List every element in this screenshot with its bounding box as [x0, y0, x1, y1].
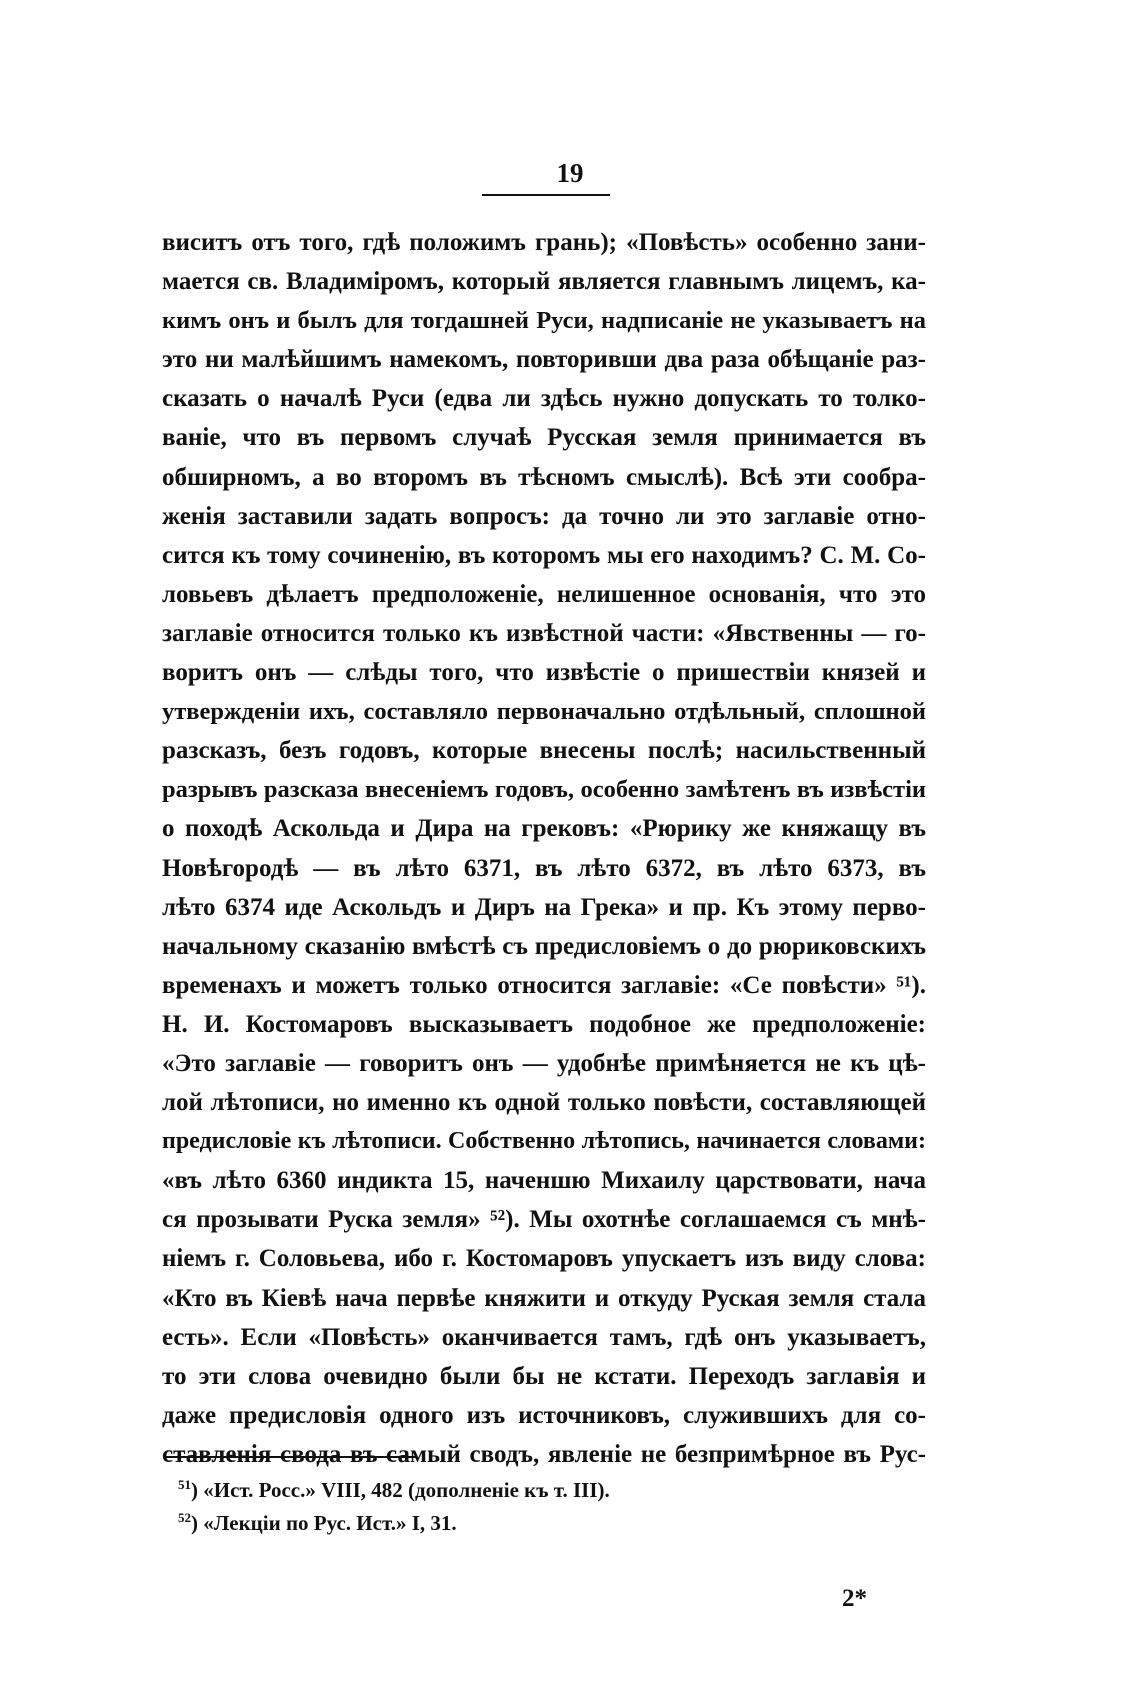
text-line [162, 223, 926, 262]
text-line-content: утвержденіи ихъ, составляло первоначально отдѣльный, сплошной [162, 698, 926, 726]
text-line [162, 1044, 926, 1083]
text-line-content: лѣто 6374 иде Аскольдъ и Диръ на Грека» и пр. Къ этому перво- [162, 893, 926, 921]
text-line-content: есть». Если «Повѣсть» оканчивается тамъ, гдѣ онъ указываетъ, [162, 1323, 926, 1351]
text-line [162, 809, 926, 848]
text-line [162, 1161, 926, 1200]
text-line [162, 770, 926, 809]
text-line-content: разрывъ разсказа внесеніемъ годовъ, особенно замѣтенъ въ извѣстіи [162, 776, 926, 804]
text-line [162, 379, 926, 418]
text-line [162, 1357, 926, 1396]
signature-mark: 2* [842, 1585, 867, 1612]
text-line [162, 575, 926, 614]
text-line [162, 1279, 926, 1318]
text-line-content: ся прозывати Руска земля» ⁵²). Мы охотнѣе соглашаемся съ мнѣ- [162, 1206, 926, 1234]
text-line [162, 262, 926, 301]
footnote-rule [163, 1456, 417, 1458]
footnote-mark: 52 [178, 1510, 191, 1525]
footnotes [178, 1474, 610, 1540]
text-line [162, 692, 926, 731]
text-line-content: «въ лѣто 6360 индикта 15, наченшю Михаилу царствовати, нача [162, 1167, 926, 1195]
text-line [162, 1239, 926, 1278]
text-line [162, 888, 926, 927]
text-line-content: Новѣгородѣ — въ лѣто 6371, въ лѣто 6372, въ лѣто 6373, въ [162, 854, 926, 882]
text-line-content: то эти слова очевидно были бы не кстати. Переходъ заглавія и [162, 1362, 926, 1390]
text-line-content: это ни малѣйшимъ намекомъ, повторивши два раза обѣщаніе раз- [162, 346, 926, 374]
text-line [162, 927, 926, 966]
text-line [162, 458, 926, 497]
text-line-content: сказать о началѣ Руси (едва ли здѣсь нужно допускать то толко- [162, 385, 926, 413]
text-line-content: ваніе, что въ первомъ случаѣ Русская земля принимается въ [162, 424, 926, 452]
page-number: 19 [556, 158, 584, 188]
text-line-content: ловьевъ дѣлаетъ предположеніе, нелишенное основанія, что это [162, 580, 926, 608]
text-line-content: разсказъ, безъ годовъ, которые внесены послѣ; насильственный [162, 737, 926, 765]
text-line [162, 418, 926, 457]
text-line-content: лой лѣтописи, но именно къ одной только повѣсти, составляющей [162, 1089, 926, 1117]
text-line [162, 536, 926, 575]
text-line [162, 653, 926, 692]
text-line-content: предисловіе къ лѣтописи. Собственно лѣтопись, начинается словами: [162, 1128, 926, 1155]
text-line-content: о походѣ Аскольда и Дира на грековъ: «Рюрику же княжащу въ [162, 815, 926, 843]
footnote-text: ) «Ист. Росс.» VIII, 482 (дополненіе къ т. III). [191, 1478, 610, 1502]
text-line [162, 340, 926, 379]
text-line-content: мается св. Владиміромъ, который является главнымъ лицемъ, ка- [162, 268, 926, 296]
text-line-content: «Это заглавіе — говоритъ онъ — удобнѣе примѣняется не къ цѣ- [162, 1049, 926, 1077]
footnote [178, 1507, 610, 1540]
footnote-text: ) «Лекціи по Рус. Ист.» I, 31. [191, 1511, 457, 1535]
text-line-content: Н. И. Костомаровъ высказываетъ подобное же предположеніе: [162, 1010, 926, 1038]
text-line-content: даже предисловія одного изъ источниковъ, служившихъ для со- [162, 1401, 926, 1429]
body-text [162, 223, 926, 1474]
text-line-content: начальному сказанію вмѣстѣ съ предисловіемъ о до рюриковскихъ [162, 932, 926, 960]
text-line-content: временахъ и можетъ только относится заглавіе: «Се повѣсти» ⁵¹). [162, 971, 926, 999]
text-line-content: сится къ тому сочиненію, въ которомъ мы его находимъ? С. М. Со- [162, 541, 926, 569]
text-line [162, 1200, 926, 1239]
text-line [162, 497, 926, 536]
text-line [162, 1435, 926, 1474]
footnote-mark: 51 [178, 1477, 191, 1492]
text-line [162, 1318, 926, 1357]
text-line [162, 1122, 926, 1161]
text-line-content: кимъ онъ и былъ для тогдашней Руси, надписаніе не указываетъ на [162, 307, 926, 335]
text-line-content: обширномъ, а во второмъ въ тѣсномъ смыслѣ). Всѣ эти сообра- [162, 463, 926, 491]
text-line [162, 1005, 926, 1044]
page-number-rule [482, 194, 610, 196]
text-line-content: ставленія свода въ самый сводъ, явленіе не безпримѣрное въ Рус- [162, 1440, 926, 1468]
footnote [178, 1474, 610, 1507]
text-line-content: заглавіе относится только къ извѣстной части: «Явственны — го- [162, 619, 926, 647]
text-line-content: «Кто въ Кіевѣ нача первѣе княжити и откуду Руская земля стала [162, 1284, 926, 1312]
text-line [162, 1083, 926, 1122]
text-line [162, 731, 926, 770]
text-line-content: виситъ отъ того, гдѣ положимъ грань); «Повѣсть» особенно зани- [162, 229, 926, 256]
text-line-content: воритъ онъ — слѣды того, что извѣстіе о пришествіи князей и [162, 659, 926, 687]
text-line [162, 849, 926, 888]
text-line [162, 1396, 926, 1435]
text-line-content: женія заставили задать вопросъ: да точно ли это заглавіе отно- [162, 502, 926, 530]
text-line [162, 966, 926, 1005]
text-line-content: ніемъ г. Соловьева, ибо г. Костомаровъ упускаетъ изъ виду слова: [162, 1245, 926, 1273]
text-line [162, 301, 926, 340]
text-line [162, 614, 926, 653]
